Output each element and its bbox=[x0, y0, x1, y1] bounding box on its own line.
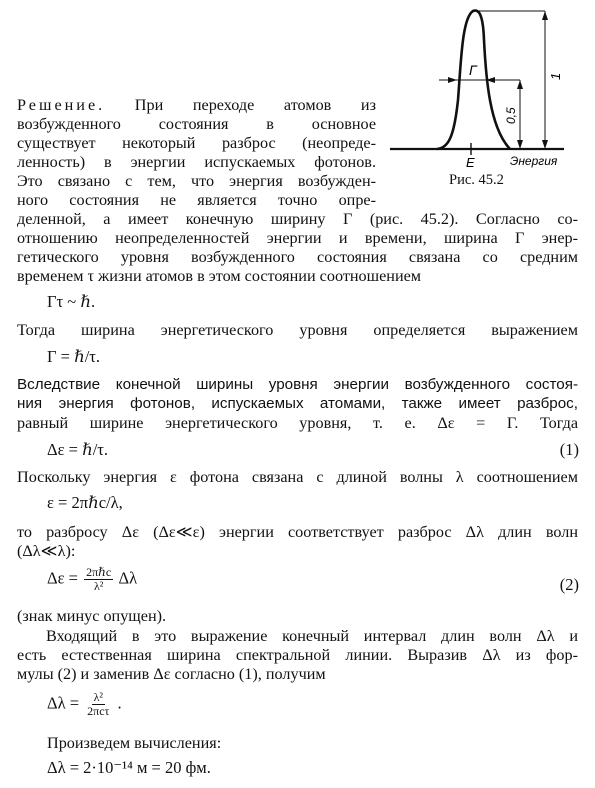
text-line: Тогда ширина энергетического уровня определяется выражением bbox=[17, 321, 578, 339]
text-line: Это связано с тем, что энергия возбужден- bbox=[17, 172, 376, 190]
arrow-head bbox=[517, 80, 523, 89]
text-line: мулы (2) и заменив Δε согласно (1), получим bbox=[17, 665, 326, 683]
formula: Δλ = 2·10⁻¹⁴ м = 20 фм. bbox=[47, 758, 211, 777]
formula bbox=[47, 566, 137, 593]
arrow-head bbox=[542, 140, 548, 149]
text-line: гетического уровня возбужденного состояния связана со средним bbox=[17, 248, 578, 266]
e-label: E bbox=[466, 155, 475, 170]
text-line: (Δλ≪λ): bbox=[17, 542, 76, 560]
text-line: то разбросу Δε (Δε≪ε) энергии соответствует разброс Δλ длин волн bbox=[17, 523, 578, 541]
fraction-numerator: 2πℏc bbox=[86, 565, 112, 579]
half-label: 0,5 bbox=[504, 107, 518, 124]
text-line: существует некоторый разброс (неопреде- bbox=[17, 134, 376, 152]
text-line: отношению неопределенностей энергии и времени, ширина Γ энер- bbox=[17, 229, 578, 247]
one-label: 1 bbox=[548, 72, 563, 80]
fraction bbox=[84, 566, 113, 593]
formula: Γτ ~ ℏ. bbox=[47, 292, 96, 311]
figure-45-2 bbox=[382, 0, 582, 185]
equation-number: (1) bbox=[559, 440, 579, 459]
text-line: возбужденного состояния в основное bbox=[17, 115, 376, 133]
text-line: ния энергия фотонов, испускаемых атомами, также имеет разброс, bbox=[17, 395, 578, 412]
text-line: Входящий в это выражение конечный интервал длин волн Δλ и bbox=[46, 627, 578, 645]
text-line: Поскольку энергия ε фотона связана с длиной волны λ соотношением bbox=[17, 468, 578, 486]
formula-part: Δλ bbox=[118, 568, 138, 588]
fraction-denominator: λ² bbox=[93, 579, 104, 593]
text-line: ленность) в энергии испускаемых фотонов. bbox=[17, 153, 376, 171]
text-span: При переходе атомов из bbox=[105, 96, 376, 114]
text-line: (знак минус опущен). bbox=[17, 607, 167, 625]
fraction bbox=[85, 691, 111, 718]
formula: ε = 2πℏc/λ, bbox=[47, 493, 123, 512]
formula: Γ = ℏ/τ. bbox=[47, 347, 101, 366]
equation-number: (2) bbox=[559, 575, 579, 594]
fraction-denominator: 2πcτ bbox=[87, 704, 110, 718]
energy-label: Энергия bbox=[510, 154, 558, 168]
arrow-head bbox=[542, 11, 548, 20]
text-line bbox=[17, 95, 376, 115]
figure-caption: Рис. 45.2 bbox=[449, 172, 504, 188]
fraction-numerator: λ² bbox=[93, 690, 103, 704]
formula: Δε = ℏ/τ. bbox=[47, 440, 109, 459]
text-line: Вследствие конечной ширины уровня энергии возбужденного состоя- bbox=[17, 376, 578, 393]
arrow-head bbox=[448, 77, 457, 83]
text-line: деленной, а имеет конечную ширину Γ (рис. 45.2). Согласно со- bbox=[17, 210, 578, 228]
gamma-label: Γ bbox=[469, 62, 477, 78]
formula-part: Δε = bbox=[47, 568, 78, 588]
solution-heading: Решение. bbox=[17, 96, 106, 114]
text-line: ного состояния не является точно опре- bbox=[17, 191, 376, 209]
text-line: есть естественная ширина спектральной линии. Выразив Δλ из фор- bbox=[17, 646, 578, 664]
text-line: Произведем вычисления: bbox=[47, 734, 222, 752]
formula-part: Δλ = bbox=[47, 693, 80, 713]
text-line: временем τ жизни атомов в этом состоянии соотношением bbox=[17, 267, 422, 285]
text-line: равный ширине энергетического уровня, т. е. Δε = Γ. Тогда bbox=[17, 414, 578, 432]
formula-part: . bbox=[117, 693, 122, 713]
arrow-head bbox=[517, 140, 523, 149]
formula bbox=[47, 691, 122, 718]
